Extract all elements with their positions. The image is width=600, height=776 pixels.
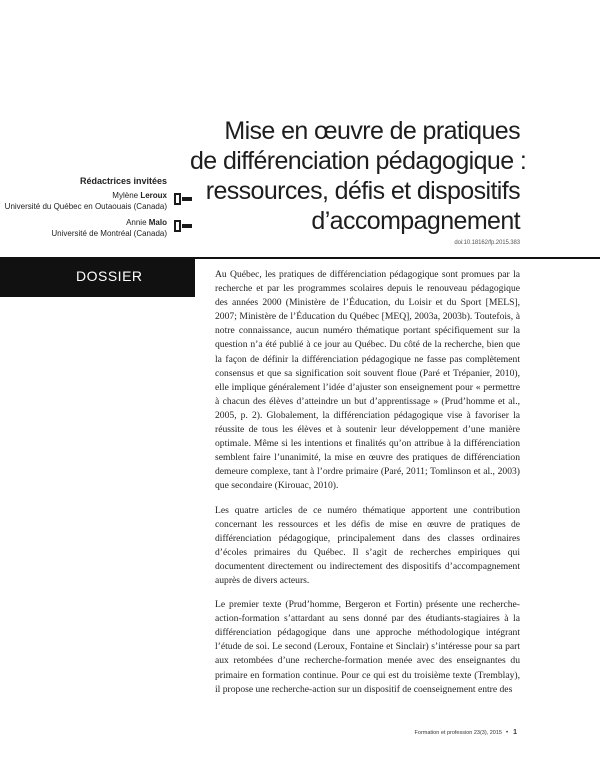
journal-citation: Formation et profession 23(3), 2015 <box>414 730 502 736</box>
section-label: DOSSIER <box>76 268 143 284</box>
university-logo-icon <box>173 192 193 206</box>
page-number: 1 <box>513 729 517 736</box>
body-paragraph: Les quatre articles de ce numéro thématique apportent une contribution concernant les ressources et les défis de mise en œuvre de pratiques de différenciation pédagogique, principalement dans des classes ordinaires d’écoles primaires du Québec. Il s’agit de recherches empiriques qui documentent directement ou indirectement des dispositifs d’accompagnement auprès de divers acteurs. <box>215 504 520 586</box>
university-logo-icon <box>173 219 193 233</box>
title-line: Mise en œuvre de pratiques <box>224 117 520 145</box>
editor-first-name: Annie <box>126 218 147 227</box>
page-footer <box>415 729 517 736</box>
editor-entry <box>0 217 195 239</box>
editor-name <box>0 190 167 201</box>
editor-first-name: Mylène <box>112 191 139 200</box>
title-line: d’accompagnement <box>311 207 520 235</box>
doi[interactable]: doi:10.18162/fp.2015.383 <box>454 240 520 246</box>
section-label-box <box>0 257 195 297</box>
editor-name <box>0 217 167 228</box>
title-line: de différenciation pédagogique : <box>190 147 527 175</box>
footer-bullet: • <box>505 730 509 736</box>
editor-last-name: Leroux <box>140 191 167 200</box>
editors-heading: Rédactrices invitées <box>79 176 167 186</box>
body-paragraph: Le premier texte (Prud’homme, Bergeron et Fortin) présente une recherche-action-formation s’attardant au sens donné par des étudiants-stagiaires à la différenciation pédagogique dans une approche méthodologique intégrant l’étude de soi. Le second (Leroux, Fontaine et Sinclair) s’intéresse pour sa part aux retombées d’une recherche-formation menée avec des enseignantes du primaire en formation continue. Pour ce qui est du troisième texte (Tremblay), il propose une recherche-action sur un dispositif de coenseignement entre des <box>215 599 520 695</box>
editor-last-name: Malo <box>148 218 167 227</box>
editor-affiliation: Université du Québec en Outaouais (Canada) <box>4 202 167 211</box>
editor-affiliation: Université de Montréal (Canada) <box>51 229 167 238</box>
title-line: ressources, défis et dispositifs <box>205 177 520 205</box>
editor-entry <box>0 190 195 212</box>
section-rule <box>195 257 600 259</box>
article-title <box>190 116 527 236</box>
article-body <box>215 268 520 707</box>
guest-editors <box>0 176 195 244</box>
body-paragraph: Au Québec, les pratiques de différenciation pédagogique sont promues par la recherche et par les programmes scolaires depuis le renouveau pédagogique des années 2000 (Ministère de l’Éducation, du Loisir et du Sport [MELS], 2007; Ministère de l’Éducation du Québec [MEQ], 2003a, 2003b). Toutefois, à notre connaissance, aucun numéro thématique portant spécifiquement sur la question n’a été publié à ce jour au Québec. Du côté de la recherche, bien que la façon de définir la différenciation pédagogique ne fasse pas complètement consensus et que sa signification soit souvent floue (Paré et Trépanier, 2010), elle implique généralement l’idée d’ajuster son enseignement pour « permettre à chacun des élèves d’atteindre un but d’apprentissage » (Prud’homme et al., 2005, p. 2). Globalement, la différenciation pédagogique vise à favoriser la réussite de tous les élèves et à soutenir leur développement d’une manière optimale. Même si les intentions et finalités qu’on attribue à la différenciation semblent faire l’unanimité, la mise en œuvre des pratiques de différenciation demeure complexe, tant à l’ordre primaire (Paré, 2011; Tomlinson et al., 2003) que secondaire (Kirouac, 2010). <box>215 269 520 492</box>
